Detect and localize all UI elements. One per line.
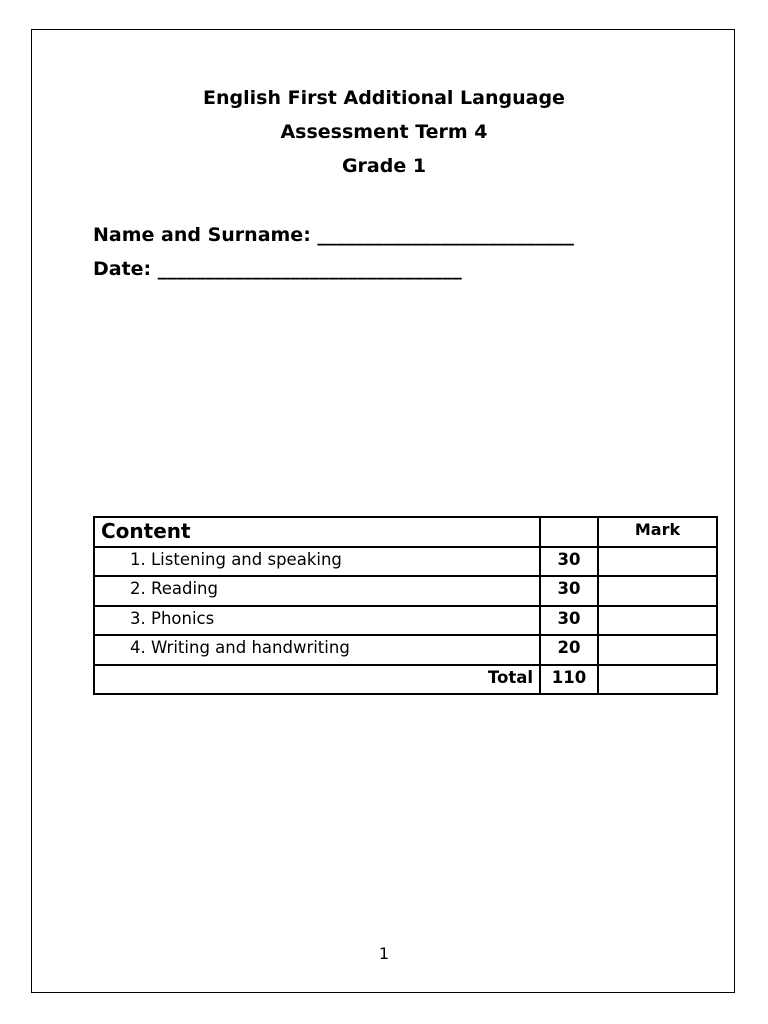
max-marks-value: 30 bbox=[557, 549, 581, 569]
page-number: 1 bbox=[378, 944, 390, 963]
total-row bbox=[94, 665, 717, 695]
total-label-cell bbox=[94, 665, 540, 695]
max-cell bbox=[540, 606, 598, 636]
max-marks-value: 30 bbox=[557, 608, 581, 628]
total-max-cell bbox=[540, 665, 598, 695]
total-max-value: 110 bbox=[551, 667, 587, 687]
mark-cell[interactable] bbox=[598, 635, 717, 665]
header-cell-mark bbox=[598, 517, 717, 547]
grade-title: Grade 1 bbox=[341, 155, 427, 177]
content-header: Content bbox=[101, 519, 191, 543]
content-cell bbox=[94, 635, 540, 665]
item-label: 2. Reading bbox=[130, 579, 218, 598]
item-label: 3. Phonics bbox=[130, 608, 215, 628]
table-row bbox=[94, 576, 717, 606]
content-cell bbox=[94, 547, 540, 577]
max-cell bbox=[540, 576, 598, 606]
total-mark-cell[interactable] bbox=[598, 665, 717, 695]
content-cell bbox=[94, 606, 540, 636]
max-cell bbox=[540, 547, 598, 577]
max-marks-value: 30 bbox=[557, 579, 581, 598]
table-row bbox=[94, 635, 717, 665]
date-field[interactable]: Date: ________________________________ bbox=[93, 258, 462, 280]
mark-cell[interactable] bbox=[598, 547, 717, 577]
header-cell-content bbox=[94, 517, 540, 547]
assessment-title: Assessment Term 4 bbox=[280, 121, 488, 143]
total-label: Total bbox=[487, 667, 533, 687]
item-label: 1. Listening and speaking bbox=[130, 549, 342, 569]
mark-cell[interactable] bbox=[598, 576, 717, 606]
max-header bbox=[541, 518, 597, 520]
mark-cell[interactable] bbox=[598, 606, 717, 636]
max-cell bbox=[540, 635, 598, 665]
table-header-row bbox=[94, 517, 717, 547]
item-label: 4. Writing and handwriting bbox=[130, 638, 350, 657]
table-row bbox=[94, 606, 717, 636]
content-cell bbox=[94, 576, 540, 606]
subject-title: English First Additional Language bbox=[203, 87, 565, 109]
mark-header: Mark bbox=[634, 520, 681, 539]
assessment-marks-table bbox=[93, 516, 718, 695]
max-marks-value: 20 bbox=[557, 638, 581, 657]
header-cell-max bbox=[540, 517, 598, 547]
table-row bbox=[94, 547, 717, 577]
name-surname-field[interactable]: Name and Surname: ___________________________ bbox=[93, 224, 574, 246]
